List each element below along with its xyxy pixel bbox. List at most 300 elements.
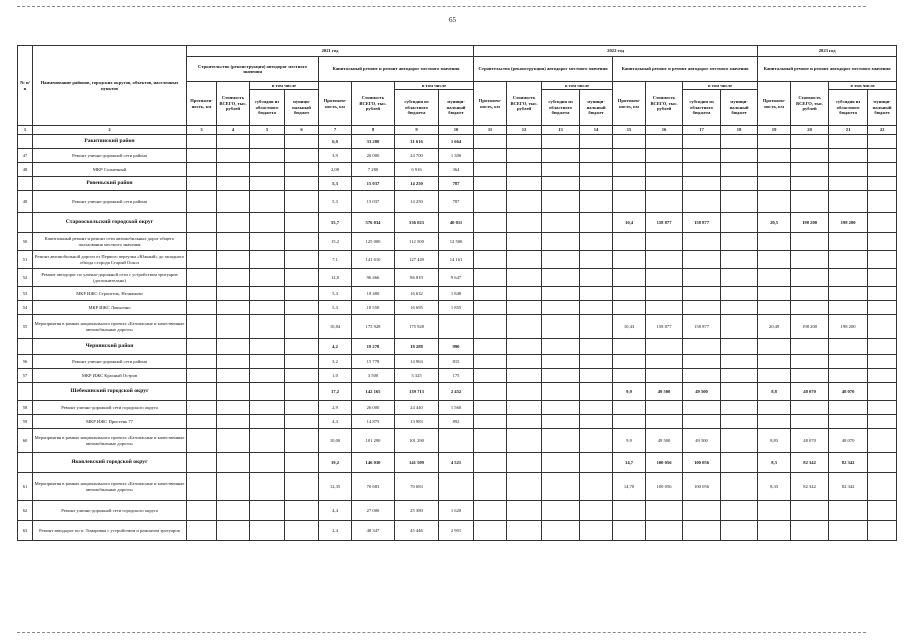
district-name: Шебекинский городской округ bbox=[33, 383, 187, 401]
table-cell bbox=[542, 213, 580, 233]
table-cell bbox=[580, 233, 613, 251]
table-cell bbox=[721, 521, 758, 541]
table-cell bbox=[580, 339, 613, 355]
table-cell: 19 278 bbox=[352, 339, 395, 355]
table-cell bbox=[542, 383, 580, 401]
table-cell bbox=[542, 315, 580, 339]
table-cell: 5,3 bbox=[319, 177, 352, 191]
header-length: Протяжен-ность, км bbox=[187, 82, 217, 126]
table-cell bbox=[542, 301, 580, 315]
table-cell: 112 500 bbox=[395, 233, 439, 251]
table-cell: 146 030 bbox=[352, 453, 395, 473]
table-cell bbox=[613, 177, 646, 191]
object-name: Мероприятия в рамках национального проекта «Безопасные и качественные автомобильные дороги» bbox=[33, 473, 187, 501]
page-number: 65 bbox=[449, 16, 456, 24]
table-cell bbox=[507, 315, 542, 339]
table-cell bbox=[829, 301, 868, 315]
table-cell: 787 bbox=[439, 177, 474, 191]
table-cell bbox=[683, 355, 721, 369]
table-cell: 82 342 bbox=[829, 453, 868, 473]
row-number: 51 bbox=[18, 251, 33, 269]
column-number: 18 bbox=[721, 126, 758, 135]
table-cell bbox=[507, 233, 542, 251]
table-cell bbox=[474, 339, 507, 355]
table-cell bbox=[542, 287, 580, 301]
table-cell bbox=[758, 415, 791, 429]
table-cell: 26 000 bbox=[352, 401, 395, 415]
table-cell: 6 916 bbox=[395, 163, 439, 177]
table-cell bbox=[250, 429, 285, 453]
table-cell bbox=[542, 135, 580, 149]
table-cell bbox=[868, 301, 897, 315]
header-number: № п/п bbox=[18, 46, 33, 126]
table-cell: 45 446 bbox=[395, 521, 439, 541]
table-cell bbox=[721, 383, 758, 401]
table-cell bbox=[721, 163, 758, 177]
table-cell: 10,43 bbox=[613, 315, 646, 339]
table-cell: 70 683 bbox=[352, 473, 395, 501]
table-cell bbox=[758, 177, 791, 191]
table-cell bbox=[829, 251, 868, 269]
table-cell: 3,9 bbox=[319, 149, 352, 163]
column-number: 15 bbox=[613, 126, 646, 135]
header-subsidy: субсидия из областного бюджета bbox=[395, 90, 439, 126]
table-cell bbox=[791, 287, 829, 301]
table-cell bbox=[613, 163, 646, 177]
table-cell: 175 928 bbox=[352, 315, 395, 339]
table-cell bbox=[791, 401, 829, 415]
table-cell: 48 070 bbox=[791, 383, 829, 401]
table-cell bbox=[285, 251, 319, 269]
table-cell bbox=[829, 149, 868, 163]
table-cell bbox=[646, 369, 683, 383]
row-number: 63 bbox=[18, 521, 33, 541]
table-cell bbox=[791, 135, 829, 149]
table-cell bbox=[683, 339, 721, 355]
table-cell bbox=[580, 453, 613, 473]
table-cell bbox=[217, 401, 250, 415]
table-cell bbox=[474, 369, 507, 383]
table-cell bbox=[758, 287, 791, 301]
table-cell bbox=[507, 453, 542, 473]
table-cell: 14 250 bbox=[395, 177, 439, 191]
header-cost: Стоимость ВСЕГО, тыс. рублей bbox=[352, 82, 395, 126]
table-cell bbox=[474, 521, 507, 541]
table-cell bbox=[285, 521, 319, 541]
table-cell: 1 300 bbox=[439, 149, 474, 163]
table-cell bbox=[683, 501, 721, 521]
table-cell bbox=[683, 191, 721, 213]
table-cell bbox=[646, 163, 683, 177]
row-number: 57 bbox=[18, 369, 33, 383]
object-name: Ремонт улично-дорожной сети городского округа bbox=[33, 401, 187, 415]
table-cell bbox=[507, 429, 542, 453]
table-cell bbox=[613, 339, 646, 355]
row-number: 47 bbox=[18, 149, 33, 163]
table-cell bbox=[250, 287, 285, 301]
table-cell bbox=[646, 401, 683, 415]
table-cell bbox=[613, 191, 646, 213]
header-subsidy: субсидия из областного бюджета bbox=[829, 90, 868, 126]
table-cell: 14 963 bbox=[395, 355, 439, 369]
table-cell bbox=[613, 401, 646, 415]
district-row bbox=[18, 453, 897, 473]
table-cell bbox=[217, 135, 250, 149]
table-cell bbox=[613, 415, 646, 429]
table-cell: 49 500 bbox=[646, 383, 683, 401]
table-row bbox=[18, 521, 897, 541]
table-cell bbox=[474, 355, 507, 369]
table-cell: 17,2 bbox=[319, 383, 352, 401]
table-cell bbox=[721, 369, 758, 383]
table-cell bbox=[721, 191, 758, 213]
table-cell bbox=[187, 287, 217, 301]
table-cell bbox=[507, 149, 542, 163]
table-cell bbox=[646, 355, 683, 369]
table-cell: 198 200 bbox=[829, 213, 868, 233]
table-cell bbox=[868, 415, 897, 429]
object-name: Ремонт улично-дорожной сети городского округа bbox=[33, 501, 187, 521]
table-cell: 15 778 bbox=[352, 355, 395, 369]
table-cell bbox=[829, 339, 868, 355]
table-cell bbox=[285, 501, 319, 521]
object-name: Мероприятия в рамках национального проекта «Безопасные и качественные автомобильные дороги» bbox=[33, 315, 187, 339]
table-cell bbox=[474, 191, 507, 213]
table-cell bbox=[758, 135, 791, 149]
table-cell bbox=[683, 415, 721, 429]
table-cell bbox=[507, 473, 542, 501]
row-number: 55 bbox=[18, 315, 33, 339]
table-cell: 175 bbox=[439, 369, 474, 383]
table-cell bbox=[250, 269, 285, 287]
table-cell bbox=[721, 177, 758, 191]
table-cell: 100 056 bbox=[646, 453, 683, 473]
table-cell bbox=[580, 501, 613, 521]
object-name: МКР ИЖС Лапыгино bbox=[33, 301, 187, 315]
table-cell bbox=[580, 369, 613, 383]
table-cell: 1 855 bbox=[439, 301, 474, 315]
table-cell: 1 620 bbox=[439, 501, 474, 521]
table-cell bbox=[217, 191, 250, 213]
header-municipal: муници-пальный бюджет bbox=[580, 90, 613, 126]
table-cell: 2 901 bbox=[439, 521, 474, 541]
table-cell bbox=[250, 473, 285, 501]
table-cell: 787 bbox=[439, 191, 474, 213]
table-cell: 1 848 bbox=[439, 287, 474, 301]
table-cell bbox=[217, 163, 250, 177]
table-cell bbox=[613, 501, 646, 521]
table-cell bbox=[868, 429, 897, 453]
district-name: Ракитянский район bbox=[33, 135, 187, 149]
table-cell bbox=[829, 269, 868, 287]
table-cell bbox=[829, 415, 868, 429]
table-cell bbox=[868, 269, 897, 287]
table-cell bbox=[507, 213, 542, 233]
table-cell bbox=[868, 191, 897, 213]
table-row bbox=[18, 315, 897, 339]
table-cell bbox=[474, 163, 507, 177]
table-cell bbox=[791, 251, 829, 269]
table-cell bbox=[217, 355, 250, 369]
table-cell: 48 347 bbox=[352, 521, 395, 541]
table-cell bbox=[758, 269, 791, 287]
table-cell bbox=[580, 149, 613, 163]
table-cell: 49 500 bbox=[683, 429, 721, 453]
table-cell: 175 928 bbox=[395, 315, 439, 339]
table-cell: 12,35 bbox=[319, 473, 352, 501]
table-cell bbox=[791, 191, 829, 213]
table-cell: 27 000 bbox=[352, 501, 395, 521]
table-cell bbox=[187, 191, 217, 213]
column-number: 12 bbox=[507, 126, 542, 135]
header-2022-construction: Строительство (реконструкция) автодорог местного значения bbox=[474, 57, 613, 82]
column-number: 9 bbox=[395, 126, 439, 135]
table-cell bbox=[868, 177, 897, 191]
table-cell bbox=[829, 287, 868, 301]
table-cell bbox=[580, 177, 613, 191]
table-cell bbox=[829, 191, 868, 213]
table-cell: 15 037 bbox=[352, 177, 395, 191]
table-cell: 9,9 bbox=[613, 383, 646, 401]
table-row bbox=[18, 251, 897, 269]
table-cell: 1 560 bbox=[439, 401, 474, 415]
table-cell bbox=[187, 149, 217, 163]
table-cell: 48 070 bbox=[829, 383, 868, 401]
table-cell bbox=[474, 301, 507, 315]
table-cell bbox=[285, 369, 319, 383]
table-cell: 26 000 bbox=[352, 149, 395, 163]
table-cell: 1,0 bbox=[319, 369, 352, 383]
table-cell: 990 bbox=[439, 339, 474, 355]
table-cell bbox=[721, 415, 758, 429]
table-cell bbox=[187, 521, 217, 541]
table-cell bbox=[613, 135, 646, 149]
table-cell: 4,3 bbox=[319, 415, 352, 429]
table-cell bbox=[791, 149, 829, 163]
header-subsidy: субсидия из областного бюджета bbox=[542, 90, 580, 126]
table-cell bbox=[829, 521, 868, 541]
table-body bbox=[18, 135, 897, 541]
table-cell bbox=[791, 501, 829, 521]
table-cell bbox=[507, 269, 542, 287]
table-cell bbox=[758, 355, 791, 369]
header-length: Протяжен-ность, км bbox=[319, 82, 352, 126]
header-2021-repair: Капитальный ремонт и ремонт автодорог местного значения bbox=[319, 57, 474, 82]
table-cell bbox=[646, 287, 683, 301]
table-cell bbox=[507, 415, 542, 429]
table-cell bbox=[683, 163, 721, 177]
table-cell bbox=[187, 233, 217, 251]
table-cell bbox=[868, 473, 897, 501]
table-cell bbox=[791, 369, 829, 383]
row-number: 48 bbox=[18, 163, 33, 177]
district-row bbox=[18, 383, 897, 401]
table-cell: 82 342 bbox=[829, 473, 868, 501]
table-cell bbox=[829, 233, 868, 251]
district-name: Яковлевский городской округ bbox=[33, 453, 187, 473]
table-cell bbox=[646, 339, 683, 355]
table-cell bbox=[646, 301, 683, 315]
row-number: 56 bbox=[18, 355, 33, 369]
table-cell: 20,49 bbox=[758, 315, 791, 339]
table-cell bbox=[758, 339, 791, 355]
table-cell bbox=[217, 473, 250, 501]
table-cell bbox=[250, 369, 285, 383]
table-cell bbox=[683, 233, 721, 251]
table-cell bbox=[868, 501, 897, 521]
table-cell bbox=[187, 415, 217, 429]
table-cell bbox=[285, 383, 319, 401]
table-cell: 8,33 bbox=[758, 473, 791, 501]
table-cell: 10,00 bbox=[319, 429, 352, 453]
table-cell: 16 632 bbox=[395, 287, 439, 301]
table-cell: 158 877 bbox=[683, 315, 721, 339]
object-name: Капитальный ремонт и ремонт сети автомобильных дорог общего пользования местного значения bbox=[33, 233, 187, 251]
table-cell bbox=[250, 355, 285, 369]
table-cell bbox=[285, 315, 319, 339]
table-cell bbox=[791, 163, 829, 177]
header-year-2021: 2021 год bbox=[187, 46, 474, 57]
table-cell: 6,0 bbox=[319, 135, 352, 149]
table-cell bbox=[250, 163, 285, 177]
table-cell bbox=[542, 163, 580, 177]
table-cell bbox=[580, 383, 613, 401]
column-number: 2 bbox=[33, 126, 187, 135]
table-cell bbox=[829, 369, 868, 383]
table-cell: 19,2 bbox=[319, 453, 352, 473]
table-row bbox=[18, 415, 897, 429]
table-cell bbox=[721, 315, 758, 339]
column-number: 7 bbox=[319, 126, 352, 135]
table-cell bbox=[721, 401, 758, 415]
table-cell bbox=[868, 401, 897, 415]
table-cell: 18 288 bbox=[395, 339, 439, 355]
table-cell bbox=[285, 339, 319, 355]
table-cell bbox=[646, 149, 683, 163]
table-cell bbox=[507, 369, 542, 383]
header-incl: в том числе bbox=[395, 82, 474, 90]
table-cell bbox=[474, 135, 507, 149]
district-name: Старооскольский городской округ bbox=[33, 213, 187, 233]
table-cell bbox=[580, 287, 613, 301]
table-cell bbox=[646, 501, 683, 521]
table-cell bbox=[791, 269, 829, 287]
header-year-2023: 2023 год bbox=[758, 46, 897, 57]
table-cell bbox=[829, 135, 868, 149]
table-cell bbox=[474, 453, 507, 473]
row-number bbox=[18, 453, 33, 473]
header-cost: Стоимость ВСЕГО, тыс. рублей bbox=[217, 82, 250, 126]
table-cell bbox=[868, 135, 897, 149]
table-cell bbox=[721, 135, 758, 149]
table-cell: 48 070 bbox=[829, 429, 868, 453]
table-cell bbox=[250, 339, 285, 355]
table-row bbox=[18, 501, 897, 521]
row-number: 59 bbox=[18, 415, 33, 429]
table-cell bbox=[474, 383, 507, 401]
table-cell bbox=[507, 251, 542, 269]
table-cell bbox=[868, 369, 897, 383]
row-number: 53 bbox=[18, 287, 33, 301]
table-cell bbox=[187, 339, 217, 355]
table-cell bbox=[250, 149, 285, 163]
table-row bbox=[18, 233, 897, 251]
row-number: 62 bbox=[18, 501, 33, 521]
table-cell bbox=[829, 501, 868, 521]
table-cell: 49 500 bbox=[683, 383, 721, 401]
table-cell bbox=[721, 473, 758, 501]
table-cell: 3 500 bbox=[352, 369, 395, 383]
table-cell: 5,3 bbox=[319, 287, 352, 301]
table-cell bbox=[217, 251, 250, 269]
table-cell: 9 647 bbox=[439, 269, 474, 287]
table-cell: 2,9 bbox=[319, 401, 352, 415]
table-cell: 24 700 bbox=[395, 149, 439, 163]
table-cell bbox=[187, 213, 217, 233]
table-cell: 12 500 bbox=[439, 233, 474, 251]
header-year-2022: 2022 год bbox=[474, 46, 758, 57]
table-cell bbox=[542, 401, 580, 415]
table-row bbox=[18, 191, 897, 213]
table-cell bbox=[829, 355, 868, 369]
table-cell bbox=[829, 401, 868, 415]
table-cell bbox=[474, 401, 507, 415]
table-cell bbox=[721, 339, 758, 355]
table-cell bbox=[250, 401, 285, 415]
header-subsidy: субсидия из областного бюджета bbox=[683, 90, 721, 126]
header-length: Протяжен-ность, км bbox=[613, 82, 646, 126]
header-incl: в том числе bbox=[542, 82, 613, 90]
row-number bbox=[18, 339, 33, 355]
table-cell bbox=[250, 383, 285, 401]
table-cell bbox=[507, 177, 542, 191]
column-number: 3 bbox=[187, 126, 217, 135]
table-cell bbox=[721, 149, 758, 163]
table-cell: 8,83 bbox=[758, 429, 791, 453]
table-cell bbox=[285, 415, 319, 429]
table-cell: 139 713 bbox=[395, 383, 439, 401]
header-municipal: муници-пальный бюджет bbox=[868, 90, 897, 126]
table-cell: 16 695 bbox=[395, 301, 439, 315]
table-cell: 141 610 bbox=[352, 251, 395, 269]
table-cell bbox=[646, 233, 683, 251]
column-number: 5 bbox=[250, 126, 285, 135]
table-cell bbox=[758, 149, 791, 163]
district-row bbox=[18, 177, 897, 191]
column-number: 4 bbox=[217, 126, 250, 135]
column-number: 11 bbox=[474, 126, 507, 135]
table-cell: 158 877 bbox=[683, 213, 721, 233]
table-cell: 8,8 bbox=[758, 383, 791, 401]
table-cell bbox=[758, 501, 791, 521]
table-cell: 141 509 bbox=[395, 453, 439, 473]
table-cell bbox=[829, 163, 868, 177]
table-cell bbox=[217, 501, 250, 521]
table-cell bbox=[791, 521, 829, 541]
table-cell bbox=[542, 251, 580, 269]
district-row bbox=[18, 135, 897, 149]
table-cell: 49 500 bbox=[646, 429, 683, 453]
table-cell bbox=[868, 287, 897, 301]
district-row bbox=[18, 339, 897, 355]
table-cell: 3 325 bbox=[395, 369, 439, 383]
column-number: 21 bbox=[829, 126, 868, 135]
table-cell bbox=[613, 521, 646, 541]
table-cell bbox=[217, 453, 250, 473]
table-cell bbox=[580, 135, 613, 149]
table-cell: 1 664 bbox=[439, 135, 474, 149]
table-cell bbox=[187, 401, 217, 415]
